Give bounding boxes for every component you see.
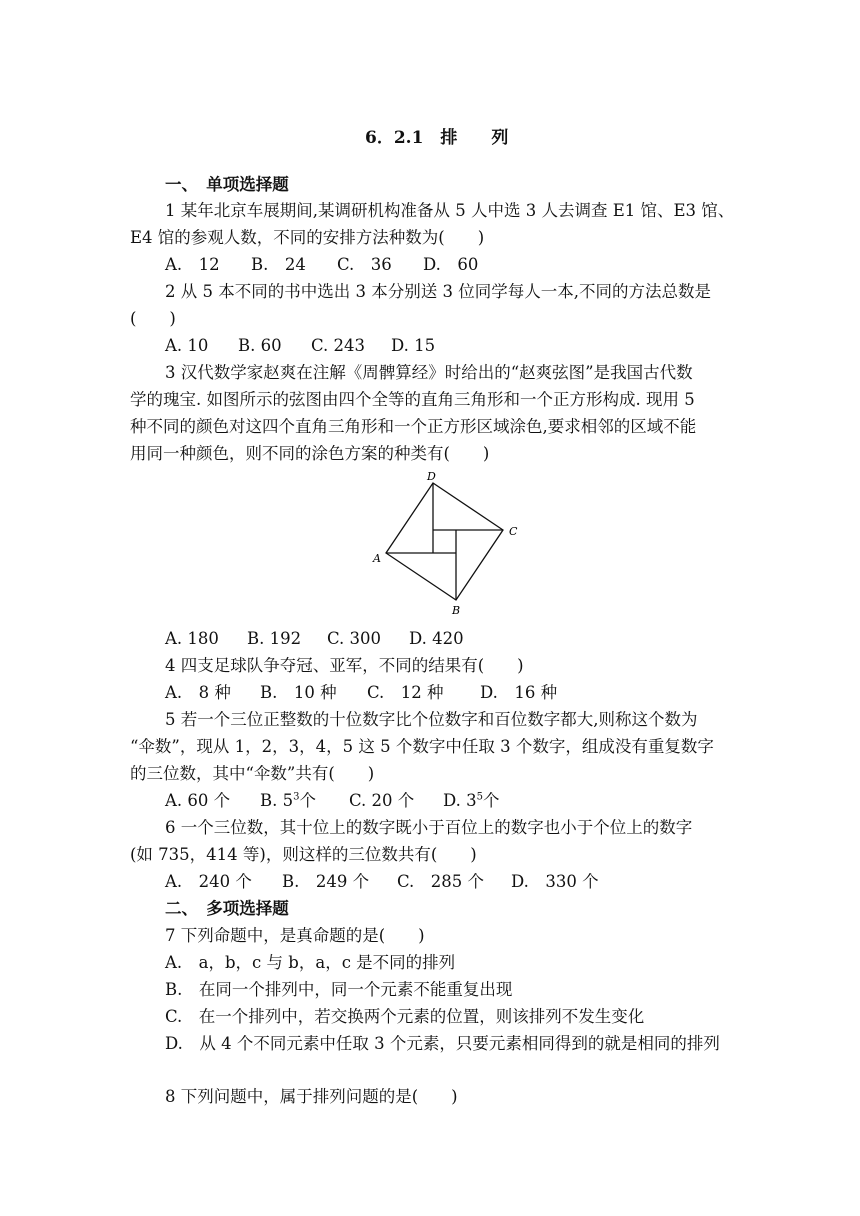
q5-option-d-exp: 5	[476, 791, 484, 803]
page-title: 6．2.1 排 列	[365, 128, 509, 148]
q5-options	[165, 790, 500, 812]
q3-line2: 学的瑰宝. 如图所示的弦图由四个全等的直角三角形和一个正方形构成. 现用 5	[130, 390, 695, 409]
q1-option-a[interactable]: A. 12	[165, 255, 220, 274]
q2-option-c[interactable]: C. 243	[311, 336, 366, 355]
q7-option-a[interactable]: A. a，b，c 与 b，a，c 是不同的排列	[165, 953, 456, 972]
q4-option-b[interactable]: B. 10 种	[260, 683, 337, 702]
q2-option-d[interactable]: D. 15	[391, 336, 436, 355]
q5-option-b-suffix: 个	[299, 791, 316, 810]
q6-option-d[interactable]: D. 330 个	[511, 872, 599, 891]
q1-options	[165, 254, 478, 276]
q6-line1: 6 一个三位数，其十位上的数字既小于百位上的数字也小于个位上的数字	[165, 818, 693, 837]
outer-square	[386, 483, 503, 600]
q6-options	[165, 871, 599, 893]
q7-option-b[interactable]: B. 在同一个排列中，同一个元素不能重复出现	[165, 980, 513, 999]
q5-option-b-base: B. 5	[260, 791, 294, 810]
figure-label-b: B	[452, 604, 461, 617]
q5-option-b[interactable]	[260, 790, 349, 812]
q5-option-c[interactable]: C. 20 个	[349, 791, 415, 810]
q5-option-a[interactable]: A. 60 个	[165, 791, 231, 810]
q5-line2: “伞数”，现从 1，2，3，4，5 这 5 个数字中任取 3 个数字，组成没有重复数字	[130, 737, 714, 756]
q4-options	[165, 682, 557, 704]
q5-option-d-suffix: 个	[483, 791, 500, 810]
section-single-choice: 一、 单项选择题	[165, 175, 289, 194]
q2-line1: 2 从 5 本不同的书中选出 3 本分别送 3 位同学每人一本,不同的方法总数是	[165, 282, 711, 301]
q6-option-c[interactable]: C. 285 个	[397, 872, 485, 891]
q6-option-b[interactable]: B. 249 个	[282, 872, 370, 891]
q3-option-c[interactable]: C. 300	[327, 629, 382, 648]
q4-option-c[interactable]: C. 12 种	[367, 683, 444, 702]
q1-option-d[interactable]: D. 60	[423, 255, 479, 274]
q1-option-b[interactable]: B. 24	[251, 255, 306, 274]
section-multiple-choice: 二、 多项选择题	[165, 899, 289, 918]
q3-line3: 种不同的颜色对这四个直角三角形和一个正方形区域涂色,要求相邻的区域不能	[130, 417, 697, 436]
q5-line1: 5 若一个三位正整数的十位数字比个位数字和百位数字都大,则称这个数为	[165, 710, 698, 729]
q1-line1: 1 某年北京车展期间,某调研机构准备从 5 人中选 3 人去调查 E1 馆、E3 馆、	[165, 201, 735, 220]
q1-line2: E4 馆的参观人数，不同的安排方法种数为( )	[130, 228, 485, 247]
q3-options	[165, 628, 464, 650]
q3-line4: 用同一种颜色，则不同的涂色方案的种类有( )	[130, 444, 490, 463]
q2-line2: ( )	[130, 309, 176, 328]
q4-option-a[interactable]: A. 8 种	[165, 683, 231, 702]
q6-line2: (如 735，414 等)，则这样的三位数共有( )	[130, 845, 477, 864]
q4-option-d[interactable]: D. 16 种	[480, 683, 558, 702]
q1-option-c[interactable]: C. 36	[337, 255, 392, 274]
q3-line1: 3 汉代数学家赵爽在注解《周髀算经》时给出的“赵爽弦图”是我国古代数	[165, 363, 693, 382]
q5-line3: 的三位数，其中“伞数”共有( )	[130, 764, 375, 783]
q3-option-b[interactable]: B. 192	[247, 629, 302, 648]
q2-option-b[interactable]: B. 60	[238, 336, 282, 355]
q7-line1: 7 下列命题中，是真命题的是( )	[165, 926, 425, 945]
q5-option-b-exp: 3	[293, 791, 300, 803]
figure-label-d: D	[427, 470, 436, 483]
q4-line1: 4 四支足球队争夺冠、亚军，不同的结果有( )	[165, 656, 524, 675]
q5-option-d[interactable]	[443, 790, 500, 812]
zhao-shuang-figure	[365, 466, 535, 622]
figure-label-a: A	[373, 552, 381, 565]
q7-option-d[interactable]: D. 从 4 个不同元素中任取 3 个元素，只要元素相同得到的就是相同的排列	[165, 1034, 720, 1053]
q2-option-a[interactable]: A. 10	[165, 336, 209, 355]
figure-label-c: C	[509, 525, 518, 538]
q7-option-c[interactable]: C. 在一个排列中，若交换两个元素的位置，则该排列不发生变化	[165, 1007, 645, 1026]
q6-option-a[interactable]: A. 240 个	[165, 872, 252, 891]
q3-option-a[interactable]: A. 180	[165, 629, 219, 648]
q2-options	[165, 335, 435, 357]
q3-option-d[interactable]: D. 420	[409, 629, 464, 648]
q8-line1: 8 下列问题中，属于排列问题的是( )	[165, 1087, 458, 1106]
q5-option-d-base: D. 3	[443, 791, 477, 810]
